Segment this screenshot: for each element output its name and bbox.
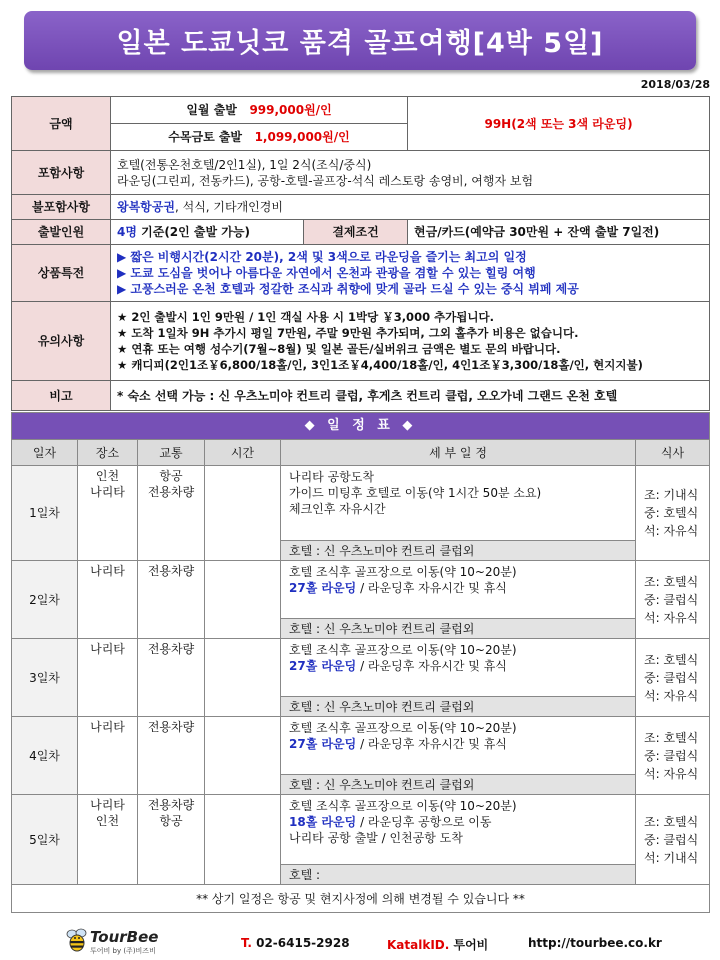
day-label: 1일차 bbox=[12, 466, 78, 561]
price-weekday-value: 999,000원/인 bbox=[249, 103, 332, 117]
day-detail: 호텔 조식후 골프장으로 이동(약 10~20분) 27홀 라운딩 / 라운딩후 자유시간 및 휴식 bbox=[281, 717, 636, 775]
price-midweek: 수목금토 출발 1,099,000원/인 bbox=[111, 124, 408, 151]
document-date: 2018/03/28 bbox=[640, 78, 710, 91]
day-transport: 항공 전용차량 bbox=[138, 466, 205, 561]
remarks-label: 비고 bbox=[12, 381, 111, 411]
price-note: 99H(2색 또는 3색 라운딩) bbox=[408, 97, 710, 151]
day-place: 나리타 bbox=[78, 561, 138, 639]
included-value: 호텔(전통온천호텔/2인1실), 1일 2식(조식/중식) 라운딩(그린피, 전동카드), 공항-호텔-골프장-석식 레스토랑 송영비, 여행자 보험 bbox=[111, 151, 710, 195]
day-hotel: 호텔 : 신 우츠노미야 컨트리 클럽외 bbox=[281, 541, 636, 561]
day-detail: 호텔 조식후 골프장으로 이동(약 10~20분) 27홀 라운딩 / 라운딩후 자유시간 및 휴식 bbox=[281, 561, 636, 619]
day-hotel: 호텔 : 신 우츠노미야 컨트리 클럽외 bbox=[281, 775, 636, 795]
excluded-label: 불포함사항 bbox=[12, 195, 111, 220]
day-detail: 호텔 조식후 골프장으로 이동(약 10~20분) 27홀 라운딩 / 라운딩후 자유시간 및 휴식 bbox=[281, 639, 636, 697]
remarks-value: * 숙소 선택 가능 : 신 우츠노미야 컨트리 클럽, 후게츠 컨트리 클럽, 오오가네 그랜드 온천 호텔 bbox=[111, 381, 710, 411]
day-hotel: 호텔 : 신 우츠노미야 컨트리 클럽외 bbox=[281, 697, 636, 717]
col-place: 장소 bbox=[78, 440, 138, 466]
notes-list bbox=[111, 302, 710, 381]
col-detail: 세 부 일 정 bbox=[281, 440, 636, 466]
page-title: 일본 도쿄닛코 품격 골프여행[4박 5일] bbox=[116, 28, 604, 59]
day-place: 나리타 인천 bbox=[78, 795, 138, 885]
col-day: 일자 bbox=[12, 440, 78, 466]
payment-label: 결제조건 bbox=[304, 220, 408, 245]
day-place: 나리타 bbox=[78, 717, 138, 795]
people-value: 4명 기준(2인 출발 가능) bbox=[111, 220, 304, 245]
day-label: 3일차 bbox=[12, 639, 78, 717]
note-item: ★ 도착 1일차 9H 추가시 평일 7만원, 주말 9만원 추가되며, 그외 홀추가 비용은 없습니다. bbox=[117, 326, 579, 340]
contact-phone: T. 02-6415-2928 bbox=[241, 936, 350, 950]
day-hotel: 호텔 : bbox=[281, 865, 636, 885]
day-meals: 조: 호텔식 중: 클럽식 석: 자유식 bbox=[636, 561, 710, 639]
col-meal: 식사 bbox=[636, 440, 710, 466]
schedule-footnote: ** 상기 일정은 항공 및 현지사정에 의해 변경될 수 있습니다 ** bbox=[12, 885, 710, 913]
price-label: 금액 bbox=[12, 97, 111, 151]
day-time bbox=[205, 639, 281, 717]
day-transport: 전용차량 bbox=[138, 639, 205, 717]
day-place: 나리타 bbox=[78, 639, 138, 717]
day-label: 2일차 bbox=[12, 561, 78, 639]
people-label: 출발인원 bbox=[12, 220, 111, 245]
notes-label: 유의사항 bbox=[12, 302, 111, 381]
day-time bbox=[205, 717, 281, 795]
day-transport: 전용차량 bbox=[138, 717, 205, 795]
contact-katalk: KatalkID. 투어비 bbox=[387, 938, 489, 952]
day-time bbox=[205, 561, 281, 639]
day-transport: 전용차량 항공 bbox=[138, 795, 205, 885]
feature-item: ▶ 도쿄 도심을 벗어나 아름다운 자연에서 온천과 관광을 겸할 수 있는 힐링 여행 bbox=[117, 266, 536, 280]
price-midweek-value: 1,099,000원/인 bbox=[254, 130, 350, 144]
day-label: 5일차 bbox=[12, 795, 78, 885]
day-detail: 호텔 조식후 골프장으로 이동(약 10~20분) 18홀 라운딩 / 라운딩후 공항으로 이동 나리타 공항 출발 / 인천공항 도착 bbox=[281, 795, 636, 865]
day-detail: 나리타 공항도착 가이드 미팅후 호텔로 이동(약 1시간 50분 소요) 체크인후 자유시간 bbox=[281, 466, 636, 541]
features-list bbox=[111, 245, 710, 302]
payment-value: 현금/카드(예약금 30만원 + 잔액 출발 7일전) bbox=[408, 220, 710, 245]
note-item: ★ 2인 출발시 1인 9만원 / 1인 객실 사용 시 1박당 ￥3,000 추가됩니다. bbox=[117, 310, 494, 324]
footer bbox=[0, 926, 720, 956]
day-transport: 전용차량 bbox=[138, 561, 205, 639]
day-meals: 조: 호텔식 중: 클럽식 석: 자유식 bbox=[636, 639, 710, 717]
schedule-title: ◆ 일 정 표 ◆ bbox=[12, 413, 710, 440]
info-table bbox=[11, 96, 710, 411]
day-meals: 조: 기내식 중: 호텔식 석: 자유식 bbox=[636, 466, 710, 561]
excluded-value: 왕복항공권, 석식, 기타개인경비 bbox=[111, 195, 710, 220]
col-time: 시간 bbox=[205, 440, 281, 466]
day-meals: 조: 호텔식 중: 클럽식 석: 기내식 bbox=[636, 795, 710, 885]
day-time bbox=[205, 466, 281, 561]
bee-icon bbox=[66, 928, 88, 952]
day-label: 4일차 bbox=[12, 717, 78, 795]
day-meals: 조: 호텔식 중: 클럽식 석: 자유식 bbox=[636, 717, 710, 795]
included-label: 포함사항 bbox=[12, 151, 111, 195]
day-time bbox=[205, 795, 281, 885]
logo-subtext: 투어비 by (주)비즈비 bbox=[90, 947, 156, 955]
feature-item: ▶ 짧은 비행시간(2시간 20분), 2색 및 3색으로 라운딩을 즐기는 최고의 일정 bbox=[117, 250, 527, 264]
day-place: 인천 나리타 bbox=[78, 466, 138, 561]
feature-item: ▶ 고풍스러운 온천 호텔과 정갈한 조식과 취향에 맞게 골라 드실 수 있는 중식 뷔페 제공 bbox=[117, 282, 579, 296]
day-hotel: 호텔 : 신 우츠노미야 컨트리 클럽외 bbox=[281, 619, 636, 639]
price-weekday: 일월 출발 999,000원/인 bbox=[111, 97, 408, 124]
note-item: ★ 캐디피(2인1조￥6,800/18홀/인, 3인1조￥4,400/18홀/인, 4인1조￥3,300/18홀/인, 현지지불) bbox=[117, 358, 643, 372]
note-item: ★ 연휴 또는 여행 성수기(7월~8월) 및 일본 골든/실버위크 금액은 별도 문의 바랍니다. bbox=[117, 342, 561, 356]
col-transport: 교통 bbox=[138, 440, 205, 466]
features-label: 상품특전 bbox=[12, 245, 111, 302]
title-banner bbox=[24, 11, 696, 70]
schedule-table bbox=[11, 412, 710, 913]
website-link[interactable]: http://tourbee.co.kr bbox=[528, 936, 662, 950]
logo-text: TourBee bbox=[90, 928, 159, 946]
